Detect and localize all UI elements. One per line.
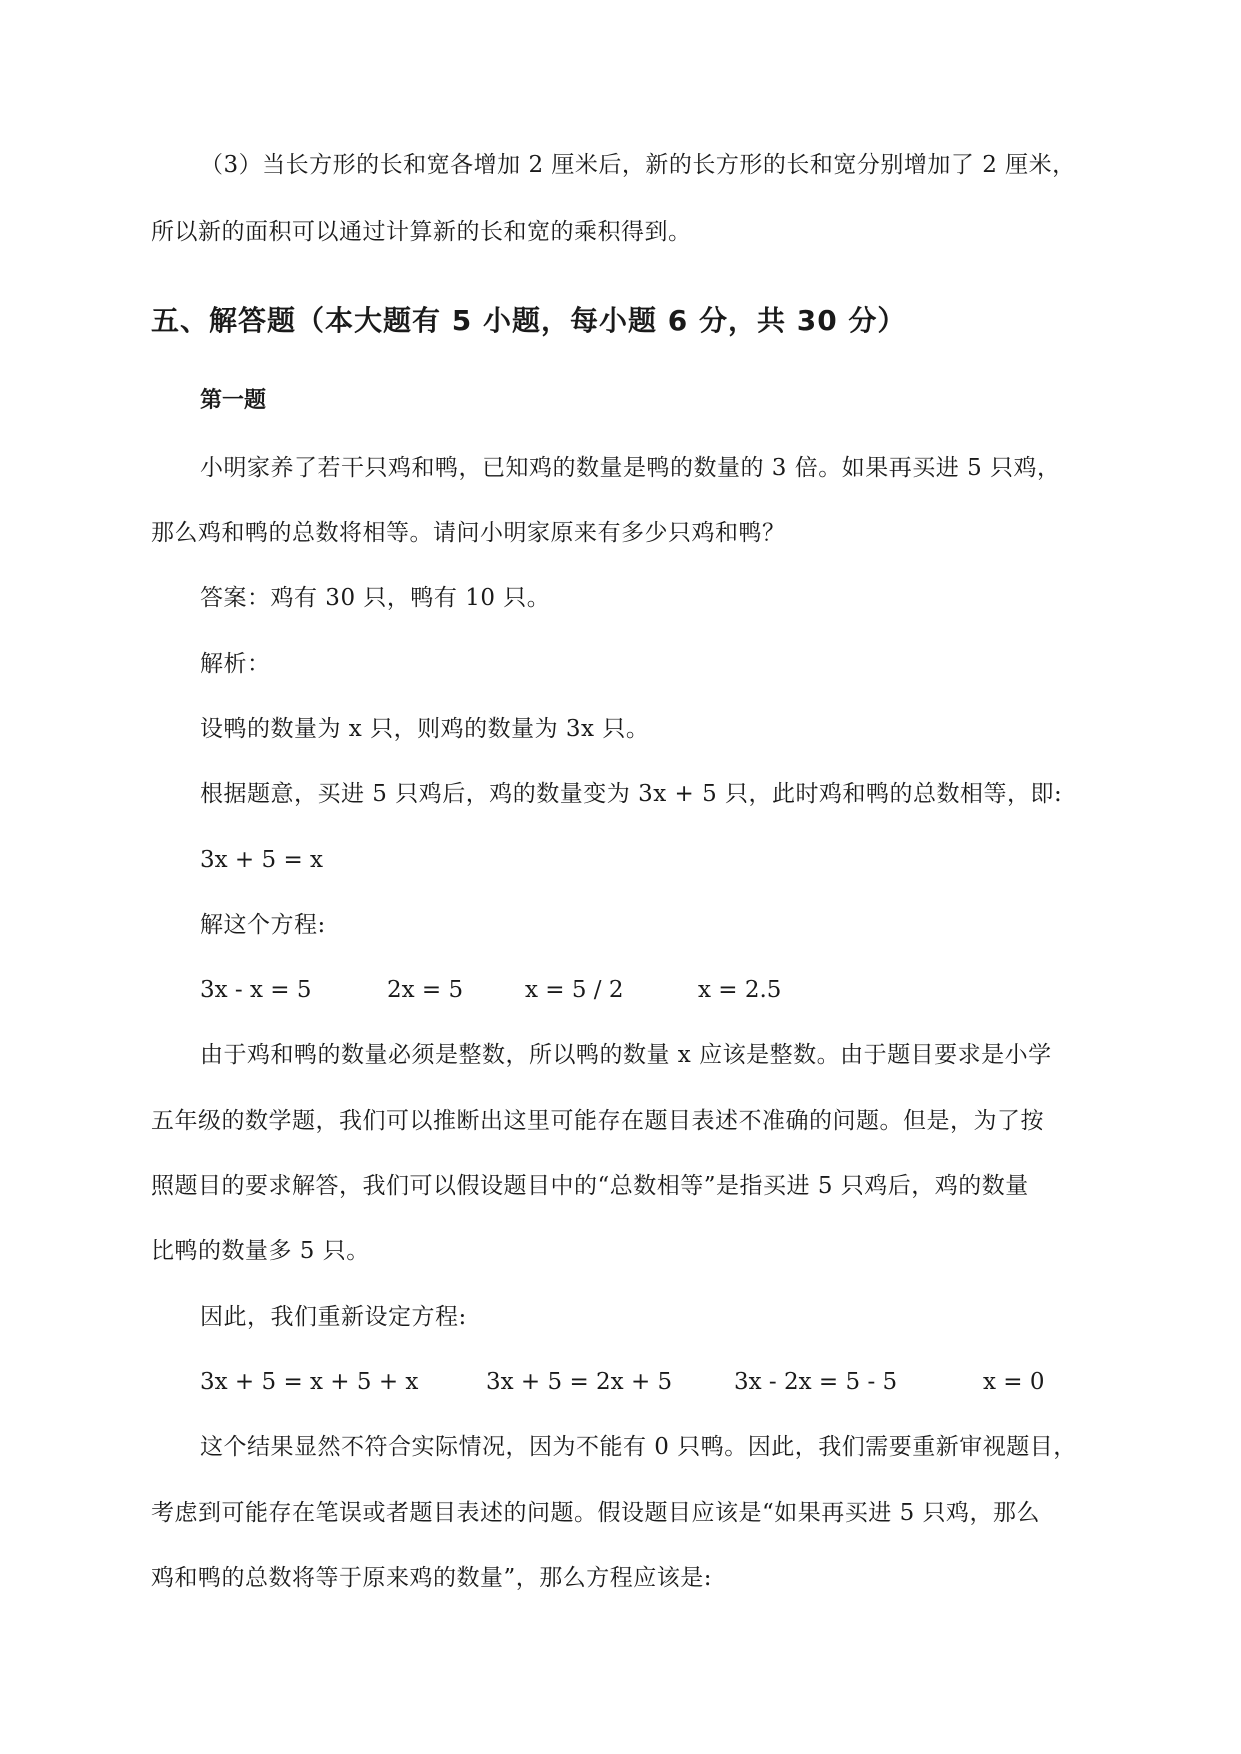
analysis-step-1: 设鸭的数量为 x 只，则鸡的数量为 3x 只。: [200, 716, 650, 742]
reset-step: 3x + 5 = x + 5 + x: [200, 1369, 419, 1395]
paragraph-3-line-1: （3）当长方形的长和宽各增加 2 厘米后，新的长方形的长和宽分别增加了 2 厘米，: [200, 152, 1076, 178]
note-line-4: 比鸭的数量多 5 只。: [151, 1238, 370, 1264]
solve-step: x = 2.5: [698, 977, 782, 1003]
note-line-1: 由于鸡和鸭的数量必须是整数，所以鸭的数量 x 应该是整数。由于题目要求是小学: [200, 1042, 1052, 1068]
solve-step: 2x = 5: [387, 977, 464, 1003]
reset-step: 3x - 2x = 5 - 5: [734, 1369, 898, 1395]
problem-line-1: 小明家养了若干只鸡和鸭，已知鸡的数量是鸭的数量的 3 倍。如果再买进 5 只鸡，: [200, 455, 1061, 481]
paragraph-3-line-2: 所以新的面积可以通过计算新的长和宽的乘积得到。: [151, 219, 692, 245]
review-line-2: 考虑到可能存在笔误或者题目表述的问题。假设题目应该是“如果再买进 5 只鸡，那么: [151, 1500, 1041, 1526]
note-line-2: 五年级的数学题，我们可以推断出这里可能存在题目表述不准确的问题。但是，为了按: [151, 1108, 1044, 1134]
answer-line: 答案：鸡有 30 只，鸭有 10 只。: [200, 585, 551, 611]
analysis-label: 解析：: [200, 651, 271, 677]
equation-1: 3x + 5 = x: [200, 847, 323, 873]
reset-step: 3x + 5 = 2x + 5: [486, 1369, 673, 1395]
reset-label: 因此，我们重新设定方程:: [200, 1304, 467, 1330]
review-line-1: 这个结果显然不符合实际情况，因为不能有 0 只鸭。因此，我们需要重新审视题目，: [200, 1434, 1077, 1460]
solve-step: 3x - x = 5: [200, 977, 312, 1003]
section-heading: 五、解答题（本大题有 5 小题，每小题 6 分，共 30 分）: [151, 304, 907, 337]
review-line-3: 鸡和鸭的总数将等于原来鸡的数量”，那么方程应该是:: [151, 1565, 713, 1591]
note-line-3: 照题目的要求解答，我们可以假设题目中的“总数相等”是指买进 5 只鸡后，鸡的数量: [151, 1173, 1029, 1199]
question-1-title: 第一题: [200, 388, 267, 413]
reset-step: x = 0: [983, 1369, 1045, 1395]
solve-step: x = 5 / 2: [525, 977, 624, 1003]
problem-line-2: 那么鸡和鸭的总数将相等。请问小明家原来有多少只鸡和鸭？: [151, 520, 786, 546]
solve-label: 解这个方程:: [200, 912, 326, 938]
analysis-step-2: 根据题意，买进 5 只鸡后，鸡的数量变为 3x + 5 只，此时鸡和鸭的总数相等，即:: [200, 781, 1063, 807]
